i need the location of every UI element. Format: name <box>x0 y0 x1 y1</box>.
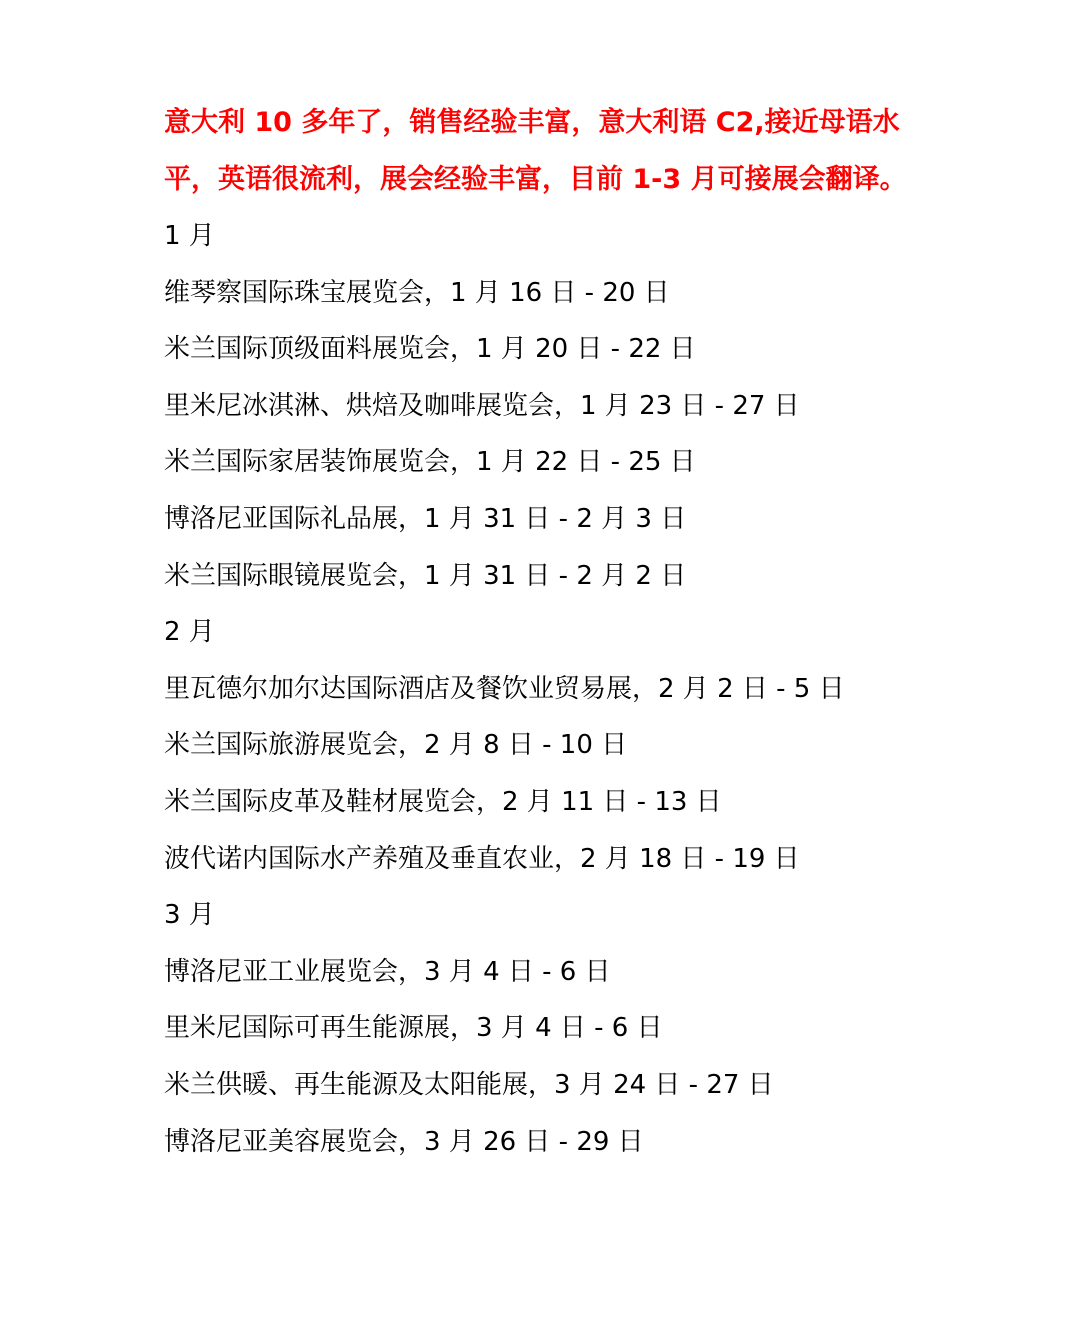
fair-item: 里米尼国际可再生能源展，3 月 4 日 - 6 日 <box>164 1013 663 1044</box>
month-heading: 1 月 <box>164 221 215 251</box>
month-heading: 2 月 <box>164 617 215 648</box>
document-page <box>164 94 924 1170</box>
fair-item: 维琴察国际珠宝展览会，1 月 16 日 - 20 日 <box>164 277 670 308</box>
fair-item: 米兰国际顶级面料展览会，1 月 20 日 - 22 日 <box>164 334 696 365</box>
fair-item: 里米尼冰淇淋、烘焙及咖啡展览会，1 月 23 日 - 27 日 <box>164 390 800 421</box>
month-section-february <box>164 604 924 887</box>
fair-item: 博洛尼亚国际礼品展，1 月 31 日 - 2 月 3 日 <box>164 503 687 534</box>
fair-item: 米兰国际家居装饰展览会，1 月 22 日 - 25 日 <box>164 447 696 478</box>
fair-item: 里瓦德尔加尔达国际酒店及餐饮业贸易展，2 月 2 日 - 5 日 <box>164 673 845 704</box>
fair-item: 米兰国际眼镜展览会，1 月 31 日 - 2 月 2 日 <box>164 560 687 591</box>
fair-item: 米兰供暖、再生能源及太阳能展，3 月 24 日 - 27 日 <box>164 1069 774 1100</box>
fair-item: 博洛尼亚美容展览会，3 月 26 日 - 29 日 <box>164 1126 644 1157</box>
fair-item: 米兰国际旅游展览会，2 月 8 日 - 10 日 <box>164 730 628 761</box>
month-section-january <box>164 208 924 604</box>
month-heading: 3 月 <box>164 900 215 931</box>
month-section-march <box>164 887 924 1170</box>
fair-item: 博洛尼亚工业展览会，3 月 4 日 - 6 日 <box>164 956 611 987</box>
fair-item: 波代诺内国际水产养殖及垂直农业，2 月 18 日 - 19 日 <box>164 843 800 874</box>
fair-item: 米兰国际皮革及鞋材展览会，2 月 11 日 - 13 日 <box>164 786 722 817</box>
intro-paragraph: 意大利 10 多年了，销售经验丰富，意大利语 C2,接近母语水平，英语很流利，展会经验丰富，目前 1-3 月可接展会翻译。 <box>164 107 907 195</box>
